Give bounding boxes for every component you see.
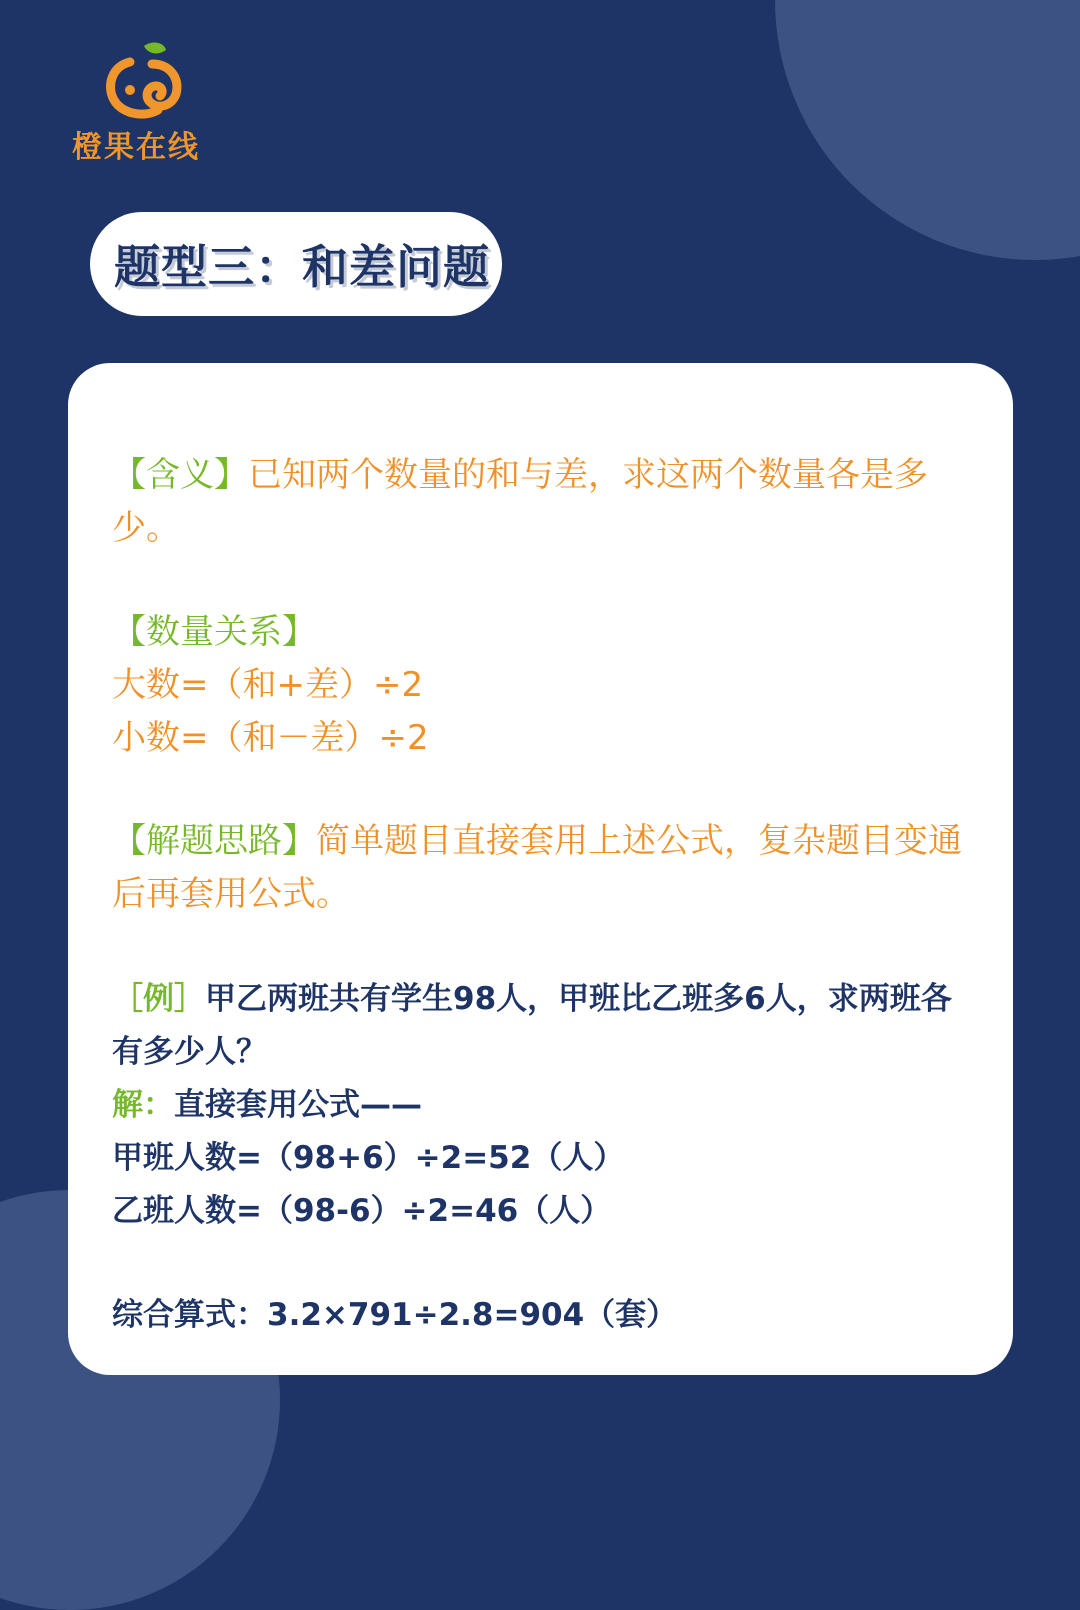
decorative-circle-top-right: [775, 0, 1080, 260]
orange-fruit-icon: [100, 40, 186, 120]
meaning-section: [112, 449, 972, 555]
relation-label: 【数量关系】: [112, 612, 316, 652]
approach-text: 简单题目直接套用上述公式，复杂题目变通后再套用公式。: [112, 821, 962, 914]
page-title: 题型三：和差问题: [114, 240, 490, 294]
solution-intro: [112, 1079, 972, 1132]
approach-label: 【解题思路】: [112, 821, 316, 861]
approach-section: [112, 815, 972, 921]
solution-text: 直接套用公式——: [174, 1087, 422, 1123]
example-question: 甲乙两班共有学生98人，甲班比乙班多6人，求两班各有多少人？: [112, 981, 952, 1070]
solution-line-class-b: 乙班人数=（98-6）÷2=46（人）: [112, 1193, 612, 1229]
solution-label: 解：: [112, 1087, 174, 1123]
example-question-block: [112, 973, 972, 1079]
meaning-text: 已知两个数量的和与差，求这两个数量各是多少。: [112, 455, 928, 548]
formula-big: 大数=（和+差）÷2: [112, 665, 424, 705]
brand-name: 橙果在线: [72, 130, 200, 165]
brand-logo: [72, 40, 212, 166]
example-section: [112, 973, 972, 1238]
relation-section: [112, 606, 972, 765]
formula-small: 小数=（和－差）÷2: [112, 718, 429, 758]
content-card: [68, 363, 1013, 1375]
combined-formula-text: 综合算式：3.2×791÷2.8=904（套）: [112, 1297, 678, 1333]
meaning-label: 【含义】: [112, 455, 248, 495]
solution-line-class-a: 甲班人数=（98+6）÷2=52（人）: [112, 1140, 625, 1176]
title-badge: [90, 212, 502, 316]
combined-formula: [112, 1289, 972, 1342]
example-label: ［例］: [112, 981, 205, 1017]
